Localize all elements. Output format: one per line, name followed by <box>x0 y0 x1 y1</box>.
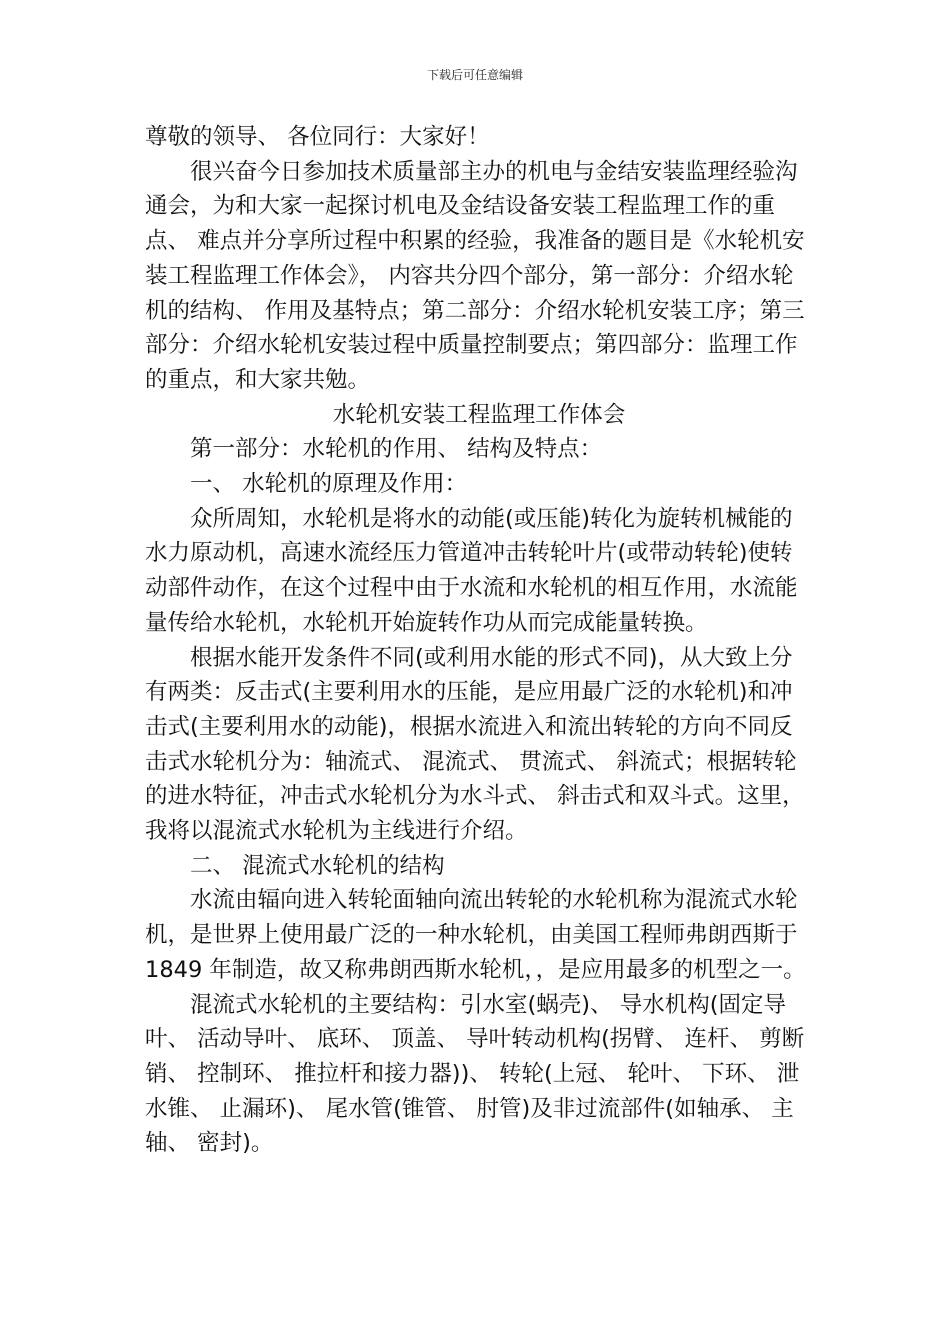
document-title: 水轮机安装工程监理工作体会 <box>332 401 626 428</box>
part-one-heading: 第一部分：水轮机的作用、 结构及特点： <box>190 436 603 463</box>
greeting-paragraph: 尊敬的领导、 各位同行：大家好！ <box>145 124 490 150</box>
page-header: 下载后可任意编辑 <box>426 68 523 82</box>
section-two-heading: 二、 混流式水轮机的结构 <box>190 852 445 879</box>
francis-paragraph: 水流由辐向进入转轮面轴向流出转轮的水轮机称为混流式水轮机，是世界上使用最广泛的一种水轮机，由美国工程师弗朗西斯于 1849 年制造，故又称弗朗西斯水轮机，，是应用最多的机型之一。 <box>145 887 806 983</box>
document-body <box>145 120 813 1161</box>
classification-paragraph: 根据水能开发条件不同(或利用水能的形式不同)，从大致上分有两类：反击式(主要利用水的压能，是应用最广泛的水轮机)和冲击式(主要利用水的动能)，根据水流进入和流出转轮的方向不同反击式水轮机分为：轴流式、 混流式、 贯流式、 斜流式；根据转轮的进水特征，冲击式水轮机分为水斗式、 斜击式和双斗式。这里，我将以混流式水轮机为主线进行介绍。 <box>145 644 805 845</box>
structure-paragraph: 混流式水轮机的主要结构：引水室(蜗壳)、 导水机构(固定导叶、 活动导叶、 底环、 顶盖、 导叶转动机构(拐臂、 连杆、 剪断销、 控制环、 推拉杆和接力器))、 转轮(上冠、 轮叶、 下环、 泄水锥、 止漏环)、 尾水管(锥管、 肘管)及非过流部件(如轴承、 主轴、 密封)。 <box>145 991 805 1157</box>
principle-paragraph: 众所周知，水轮机是将水的动能(或压能)转化为旋转机械能的水力原动机，高速水流经压力管道冲击转轮叶片(或带动转轮)使转动部件动作，在这个过程中由于水流和水轮机的相互作用，水流能量传给水轮机，水轮机开始旋转作功从而完成能量转换。 <box>145 505 798 636</box>
section-one-heading: 一、 水轮机的原理及作用： <box>190 471 468 498</box>
intro-paragraph: 很兴奋今日参加技术质量部主办的机电与金结安装监理经验沟通会，为和大家一起探讨机电及金结设备安装工程监理工作的重点、 难点并分享所过程中积累的经验，我准备的题目是《水轮机安装工程监理工作体会》， 内容共分四个部分，第一部分：介绍水轮机的结构、 作用及基特点；第二部分：介绍水轮机安装工序；第三部分：介绍水轮机安装过程中质量控制要点；第四部分：监理工作的重点，和大家共勉。 <box>145 158 805 393</box>
